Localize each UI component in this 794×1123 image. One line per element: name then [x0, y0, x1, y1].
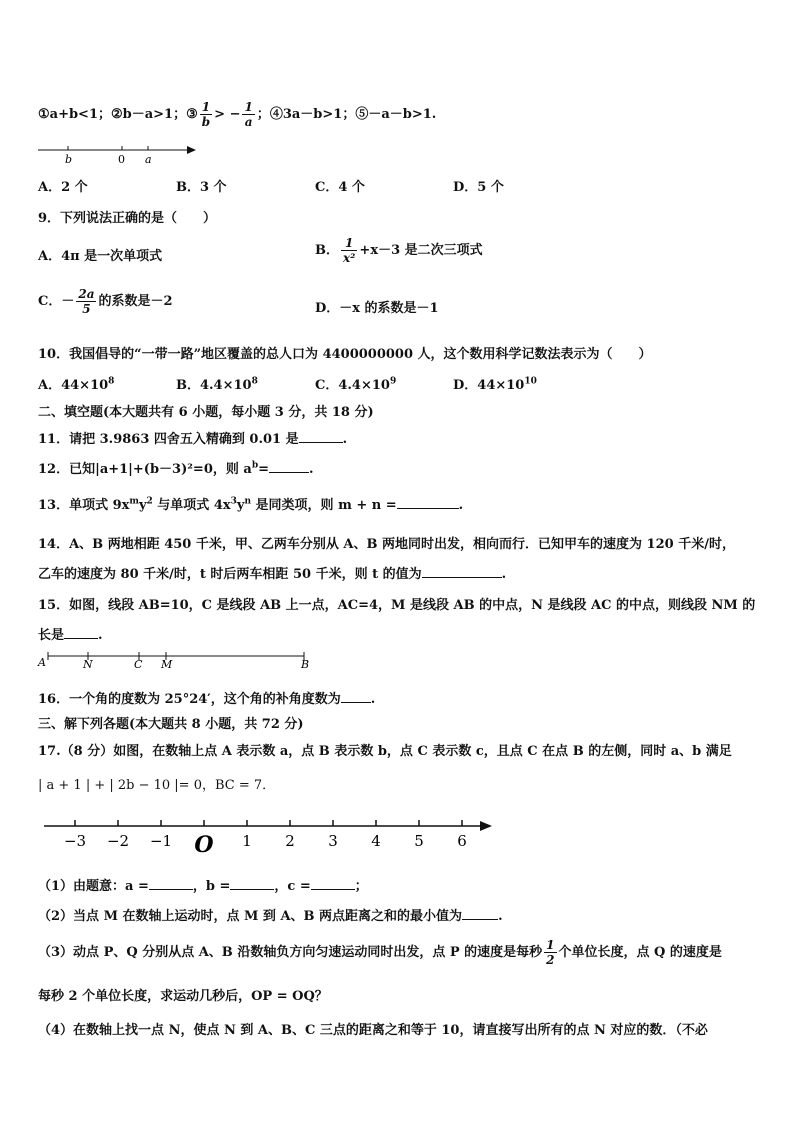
q9-c-text: 的系数是－2 [98, 294, 173, 309]
q10-choice-c [315, 374, 396, 393]
q12-blank[interactable] [269, 460, 309, 473]
tick-label: 1 [242, 832, 252, 850]
q15-blank[interactable] [64, 626, 98, 639]
q10-choice-d [453, 374, 537, 393]
label-b: b [65, 153, 73, 166]
label-0: 0 [118, 153, 125, 166]
tick-label: 6 [457, 832, 467, 850]
q9-b-frac [341, 236, 357, 265]
q9-c-frac [76, 287, 96, 316]
q17-p2-end: . [498, 909, 503, 924]
q8-choice-c: C．4 个 [315, 180, 365, 195]
frac-den: 5 [82, 302, 91, 316]
label-n: N [83, 658, 93, 671]
q10-a-text: A．44×10 [38, 378, 109, 393]
tick-label: O [194, 832, 214, 858]
q8-opt2: ②b－a>1； [111, 107, 187, 122]
q11 [38, 428, 347, 447]
q14-line2 [38, 563, 506, 582]
q9-choice-c [38, 287, 173, 316]
q8-opt4: ；④3a－b>1； [256, 107, 356, 122]
q16-blank[interactable] [341, 690, 371, 703]
section-3-heading: 三、解下列各题(本大题共 8 小题，共 72 分) [38, 717, 304, 732]
axis-arrow [480, 821, 492, 831]
section-2-heading: 二、填空题(本大题共有 6 小题，每小题 3 分，共 18 分) [38, 405, 374, 420]
q17-blank-min[interactable] [462, 907, 498, 920]
q9-choice-a: A．4π 是一次单项式 [38, 249, 163, 264]
q13-blank[interactable] [397, 496, 459, 509]
q17-p3a: （3）动点 P、Q 分别从点 A、B 沿数轴负方向匀速运动同时出发，点 P 的速度是每秒 [38, 945, 543, 960]
tick-label: 5 [414, 832, 424, 850]
q15-line2-text: 长是 [38, 628, 65, 643]
q13-t2: y [138, 498, 147, 513]
q8-frac1 [200, 100, 212, 129]
q13-s2: 2 [146, 496, 153, 507]
q13-t3: 与单项式 4x [152, 498, 231, 513]
tick-label: −3 [63, 832, 87, 850]
q8-opt1: ①a+b<1； [38, 107, 111, 122]
q13-t4: y [236, 498, 245, 513]
frac-den: a [244, 115, 253, 129]
q8-choice-a: A．2 个 [38, 180, 88, 195]
q13-s4: n [244, 496, 252, 507]
q17-p2-text: （2）当点 M 在数轴上运动时，点 M 到 A、B 两点距离之和的最小值为 [38, 909, 463, 924]
q10-c-text: C．4.4×10 [315, 378, 390, 393]
q15-line1: 15．如图，线段 AB=10，C 是线段 AB 上一点，AC=4，M 是线段 AB 的中点，N 是线段 AC 的中点，则线段 NM 的 [38, 598, 756, 613]
q10-choice-b [176, 374, 258, 393]
q8-opt3-prefix: ③ [186, 107, 198, 122]
label-a: A [38, 656, 46, 669]
q9-b-text: +x－3 是二次三项式 [359, 243, 483, 258]
q15-line2 [38, 624, 103, 643]
tick-label: −1 [149, 832, 173, 850]
q17-part4: （4）在数轴上找一点 N，使点 N 到 A、B、C 三点的距离之和等于 10，请直接写出所有的点 N 对应的数．（不必 [38, 1023, 708, 1038]
q13-t1: 13．单项式 9x [38, 498, 130, 513]
q17-part3-line2: 每秒 2 个单位长度，求运动几秒后，OP = OQ？ [38, 989, 328, 1004]
q8-opt5: ⑤－a－b>1. [355, 107, 437, 122]
q14-line1: 14．A、B 两地相距 450 千米，甲、乙两车分别从 A、B 两地同时出发，相向而行．已知甲车的速度为 120 千米/时， [38, 537, 735, 552]
q10-b-exp: 8 [251, 376, 258, 387]
q12-eq: = [258, 462, 270, 477]
q15-end: . [98, 628, 103, 643]
q9-choice-b [315, 236, 483, 265]
q8-frac2 [242, 100, 254, 129]
q10-a-exp: 8 [108, 376, 115, 387]
q13-t5: 是同类项，则 m + n = [251, 498, 397, 513]
q10-d-exp: 10 [524, 376, 537, 387]
frac-num: 2a [78, 287, 95, 301]
q17-part2 [38, 905, 503, 924]
q14-end: . [501, 567, 507, 582]
tick-label: 3 [328, 832, 338, 850]
q11-blank[interactable] [299, 430, 343, 443]
q16-end: . [370, 692, 376, 707]
frac-den: 2 [546, 953, 555, 967]
label-a: a [145, 153, 152, 166]
q17-p3b: 个单位长度，点 Q 的速度是 [558, 945, 722, 960]
q17-blank-a[interactable] [149, 877, 193, 890]
q13-s3: 3 [230, 496, 237, 507]
q15-segment-figure [36, 648, 316, 674]
q8-options-line [38, 100, 436, 129]
q12-sup: b [251, 460, 259, 471]
tick-label: 2 [285, 832, 295, 850]
q8-choice-b: B．3 个 [176, 180, 227, 195]
frac-num: 1 [546, 938, 555, 952]
q14-blank[interactable] [422, 565, 502, 578]
frac-num: 1 [341, 236, 357, 251]
frac-den: b [201, 115, 211, 129]
q17-p1-end: ； [354, 879, 368, 894]
q10-c-exp: 9 [389, 376, 397, 387]
frac-num: 1 [200, 100, 212, 115]
q10-choice-a [38, 374, 114, 393]
q13-s1: m [129, 496, 139, 507]
q9-c-label: C．－ [38, 294, 75, 309]
q12 [38, 458, 314, 477]
q9-stem: 9．下列说法正确的是（ ） [38, 211, 217, 226]
q16-text: 16．一个角的度数为 25°24′，这个角的补角度数为 [38, 692, 341, 707]
q17-p1-c: ，c = [274, 879, 311, 894]
q8-opt3-mid: > − [214, 107, 241, 122]
q10-d-text: D．44×10 [453, 378, 525, 393]
q11-text: 11．请把 3.9863 四舍五入精确到 0.01 是 [38, 432, 299, 447]
q12-text: 12．已知|a+1|+(b－3)²=0，则 a [38, 462, 252, 477]
tick-label: −2 [106, 832, 130, 850]
q14-line2-text: 乙车的速度为 80 千米/时，t 时后两车相距 50 千米，则 t 的值为 [38, 567, 422, 582]
q16 [38, 688, 375, 707]
q8-number-line [36, 142, 200, 168]
q17-part3-line1 [38, 938, 722, 967]
q10-stem: 10．我国倡导的“一带一路”地区覆盖的总人口为 4400000000 人，这个数用科学记数法表示为（ ） [38, 347, 652, 362]
label-c: C [134, 658, 143, 671]
q17-number-line [36, 814, 496, 862]
label-b: B [301, 658, 310, 671]
q13 [38, 494, 463, 513]
q9-choice-d: D．－x 的系数是－1 [315, 301, 439, 316]
axis-arrow [187, 146, 196, 154]
q17-blank-b[interactable] [230, 877, 274, 890]
q9-b-label: B． [315, 243, 339, 258]
tick-label: 4 [371, 832, 381, 850]
q17-part1 [38, 875, 368, 894]
frac-num: 1 [244, 100, 253, 114]
q17-blank-c[interactable] [311, 877, 355, 890]
frac-den: x² [343, 251, 356, 265]
q17-line1: 17.（8 分）如图，在数轴上点 A 表示数 a，点 B 表示数 b，点 C 表示数 c，且点 C 在点 B 的左侧，同时 a、b 满足 [38, 744, 732, 759]
q8-choice-d: D．5 个 [453, 180, 504, 195]
q10-b-text: B．4.4×10 [176, 378, 252, 393]
q12-end: . [309, 462, 314, 477]
q17-p1-b: ，b = [192, 879, 231, 894]
q11-end: . [342, 432, 348, 447]
q17-p1-text: （1）由题意：a = [38, 879, 149, 894]
q17-p3-frac [544, 938, 556, 967]
q17-line2: | a + 1 | + | 2b − 10 |= 0，BC = 7． [38, 778, 276, 793]
label-m: M [161, 658, 173, 671]
q13-end: . [458, 498, 464, 513]
